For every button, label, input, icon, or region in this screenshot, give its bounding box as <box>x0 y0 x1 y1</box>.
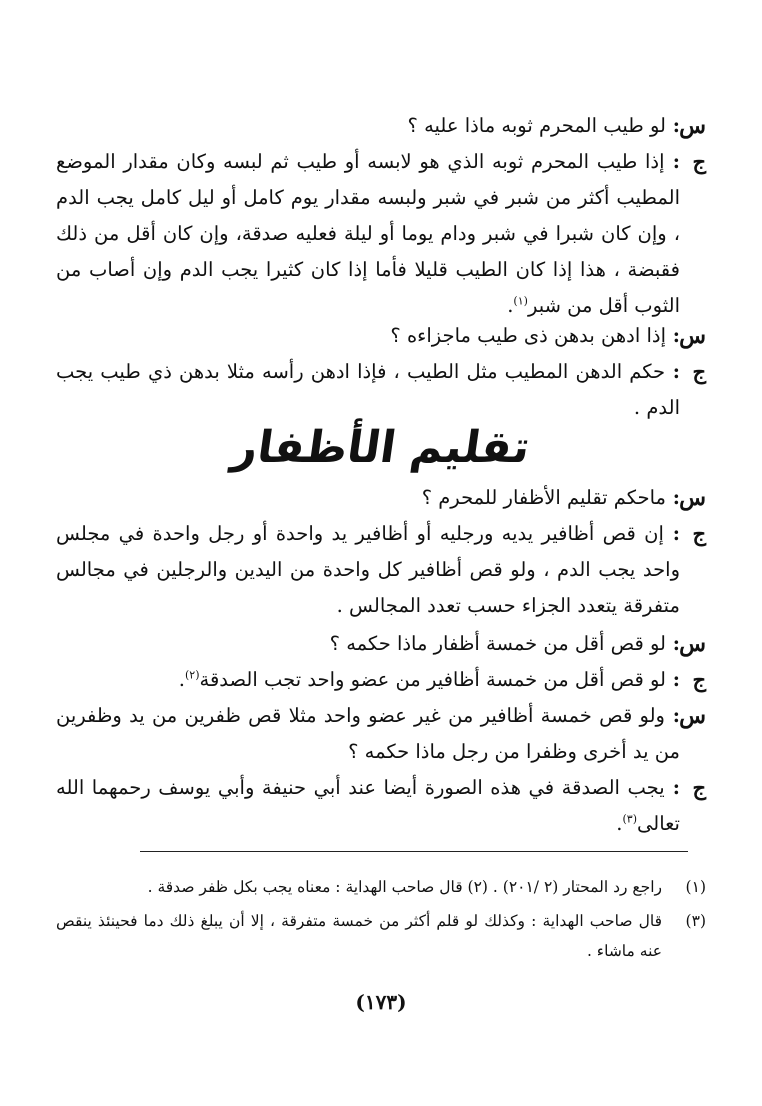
footnote-ref: (٢) <box>184 668 200 682</box>
answer-label: ج <box>692 521 706 546</box>
answer-text: إن قص أظافير يديه ورجليه أو أظافير يد واحدة أو رجل واحدة في مجلس واحد يجب الدم ، ولو قص أظافير كل واحدة من اليدين والرجلين في مجالس متفرقة يتعدد الجزاء حسب تعدد المجالس . <box>56 522 680 617</box>
question-block: س : إذا ادهن بدهن ذى طيب ماجزاءه ؟ <box>56 318 706 354</box>
footnote-text: راجع رد المحتار (٢ /٢٠١) . (٢) قال صاحب الهداية : معناه يجب بكل ظفر صدقة . <box>147 878 662 896</box>
question-block: س : ماحكم تقليم الأظفار للمحرم ؟ <box>56 480 706 516</box>
question-block: س : لو طيب المحرم ثوبه ماذا عليه ؟ <box>56 108 706 144</box>
section-heading: تقليم الأظفار <box>228 422 534 473</box>
footnote-ref: (١) <box>513 294 528 308</box>
answer-label: ج <box>692 775 706 800</box>
answer-block: ج : يجب الصدقة في هذه الصورة أيضا عند أبي حنيفة وأبي يوسف رحمهما الله تعالى$^{(٣)}$. <box>56 770 706 842</box>
answer-label: ج <box>692 359 706 384</box>
page-number: (١٧٣) <box>355 990 407 1014</box>
answer-text: يجب الصدقة في هذه الصورة أيضا عند أبي حنيفة وأبي يوسف رحمهما الله تعالى <box>56 776 680 835</box>
question-label: س <box>679 703 706 729</box>
answer-text: إذا طيب المحرم ثوبه الذي هو لابسه أو طيب ثم لبسه وكان مقدار الموضع المطيب أكثر من شبر في شبر ولبسه مقدار يوم كامل أو ليل كامل يجب الدم ، وإن كان شبرا في شبر ودام يوما أو ليلة فعليه صدقة، وإن كان أقل من ذلك فقبضة ، هذا إذا كان الطيب قليلا فأما إذا كان كثيرا يجب الدم وإن أصاب من الثوب أقل من شبر <box>56 150 680 317</box>
answer-block: ج : إذا طيب المحرم ثوبه الذي هو لابسه أو طيب ثم لبسه وكان مقدار الموضع المطيب أكثر من شبر في شبر ولبسه مقدار يوم كامل أو ليل كامل يجب الدم ، وإن كان شبرا في شبر ودام يوما أو ليلة فعليه صدقة، وإن كان أقل من ذلك فقبضة ، هذا إذا كان الطيب قليلا فأما إذا كان كثيرا يجب الدم وإن أصاب من الثوب أقل من شبر$^{(١)}$. <box>56 144 706 324</box>
footnote-number: (١) <box>685 878 706 896</box>
answer-text: حكم الدهن المطيب مثل الطيب ، فإذا ادهن رأسه مثلا بدهن ذي طيب يجب الدم . <box>56 360 680 419</box>
footnote-number: (٣) <box>685 912 706 930</box>
answer-block: ج : حكم الدهن المطيب مثل الطيب ، فإذا ادهن رأسه مثلا بدهن ذي طيب يجب الدم . <box>56 354 706 426</box>
question-text: لو قص أقل من خمسة أظفار ماذا حكمه ؟ <box>329 632 666 655</box>
answer-block: ج : لو قص أقل من خمسة أظافير من عضو واحد تجب الصدقة$^{(٢)}$. <box>56 662 706 698</box>
question-label: س <box>679 113 706 139</box>
question-text: ماحكم تقليم الأظفار للمحرم ؟ <box>421 486 666 509</box>
question-text: إذا ادهن بدهن ذى طيب ماجزاءه ؟ <box>390 324 666 347</box>
question-text: لو طيب المحرم ثوبه ماذا عليه ؟ <box>407 114 666 137</box>
footnote <box>56 872 706 902</box>
answer-block: ج : إن قص أظافير يديه ورجليه أو أظافير يد واحدة أو رجل واحدة في مجلس واحد يجب الدم ، ولو قص أظافير كل واحدة من اليدين والرجلين في مجالس متفرقة يتعدد الجزاء حسب تعدد المجالس . <box>56 516 706 624</box>
question-label: س <box>679 631 706 657</box>
answer-text: لو قص أقل من خمسة أظافير من عضو واحد تجب الصدقة <box>199 668 666 691</box>
question-label: س <box>679 323 706 349</box>
footnote-ref: (٣) <box>622 812 638 826</box>
footnote-text: قال صاحب الهداية : وكذلك لو قلم أكثر من خمسة متفرقة ، إلا أن يبلغ ذلك دما فحينئذ ينقص عنه ماشاء . <box>56 912 662 960</box>
footnote-divider <box>140 851 688 852</box>
question-block: س : ولو قص خمسة أظافير من غير عضو واحد مثلا قص ظفرين من يد وظفرين من يد أخرى وظفرا من رجل ماذا حكمه ؟ <box>56 698 706 770</box>
answer-label: ج <box>692 667 706 692</box>
question-label: س <box>679 485 706 511</box>
question-block: س : لو قص أقل من خمسة أظفار ماذا حكمه ؟ <box>56 626 706 662</box>
question-text: ولو قص خمسة أظافير من غير عضو واحد مثلا قص ظفرين من يد وظفرين من يد أخرى وظفرا من رجل ماذا حكمه ؟ <box>56 704 680 763</box>
answer-label: ج <box>692 149 706 174</box>
footnote <box>56 906 706 966</box>
